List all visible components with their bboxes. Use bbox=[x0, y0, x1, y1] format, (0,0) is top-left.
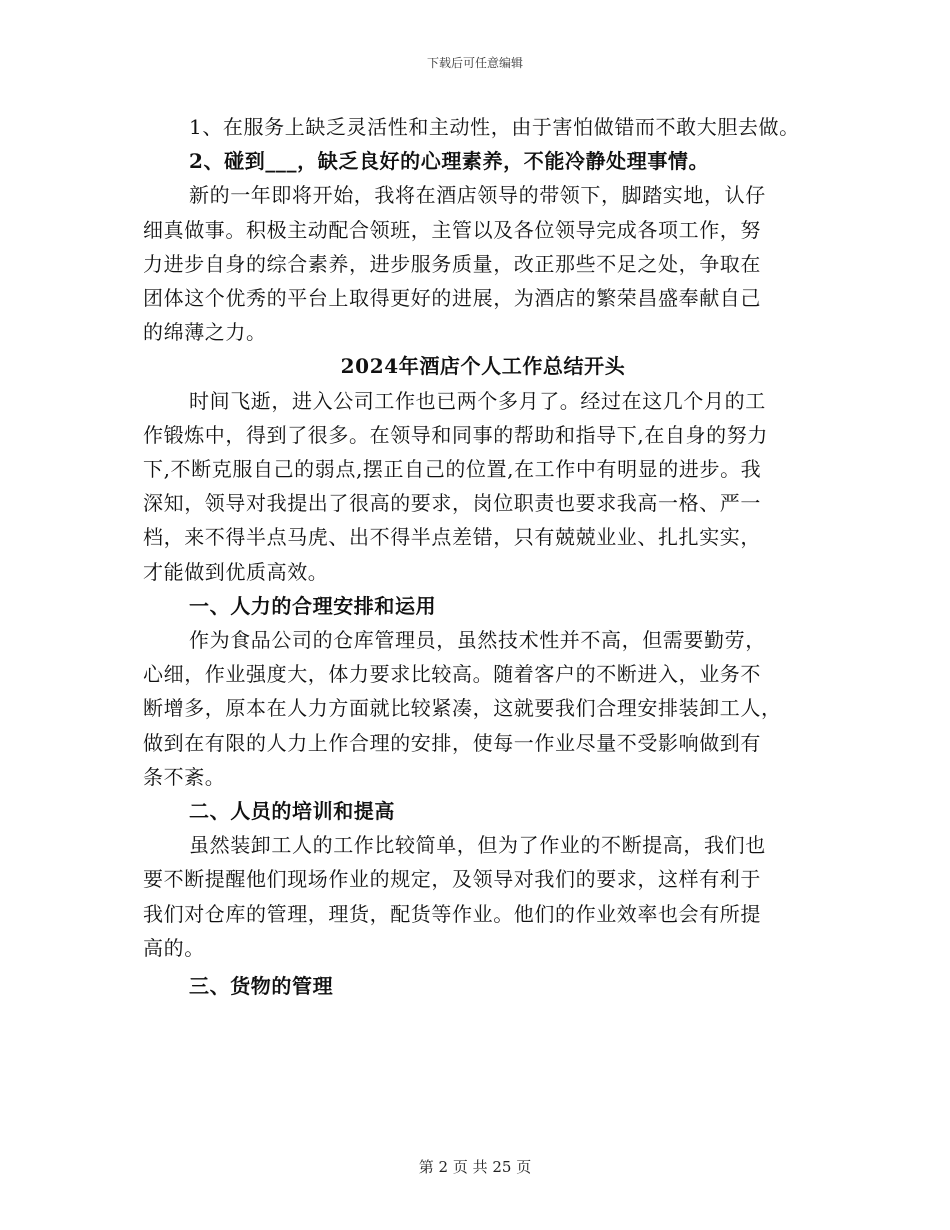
section-title: 2024年酒店个人工作总结开头 bbox=[340, 354, 626, 379]
paragraph-line: 虽然装卸工人的工作比较简单，但为了作业的不断提高，我们也 bbox=[189, 833, 766, 858]
paragraph-line: 下,不断克服自己的弱点,摆正自己的位置,在工作中有明显的进步。我 bbox=[143, 457, 762, 482]
paragraph-line: 作锻炼中，得到了很多。在领导和同事的帮助和指导下,在自身的努力 bbox=[143, 422, 768, 447]
paragraph-line: 我们对仓库的管理，理货，配货等作业。他们的作业效率也会有所提 bbox=[143, 901, 761, 926]
paragraph-line: 作为食品公司的仓库管理员，虽然技术性并不高，但需要勤劳， bbox=[189, 628, 766, 653]
paragraph-line: 力进步自身的综合素养，进步服务质量，改正那些不足之处，争取在 bbox=[143, 251, 761, 276]
paragraph-line: 细真做事。积极主动配合领班，主管以及各位领导完成各项工作，努 bbox=[143, 217, 761, 242]
list-item-2: 2、碰到___，缺乏良好的心理素养，不能冷静处理事情。 bbox=[189, 149, 710, 174]
subheading-2: 二、人员的培训和提高 bbox=[189, 799, 395, 824]
paragraph-line: 才能做到优质高效。 bbox=[143, 559, 329, 584]
paragraph-line: 高的。 bbox=[143, 935, 205, 960]
paragraph-line: 深知，领导对我提出了很高的要求，岗位职责也要求我高一格、严一 bbox=[143, 491, 761, 516]
list-item-1: 1、在服务上缺乏灵活性和主动性，由于害怕做错而不敢大胆去做。 bbox=[189, 115, 800, 139]
paragraph-line: 做到在有限的人力上作合理的安排，使每一作业尽量不受影响做到有 bbox=[143, 730, 761, 755]
paragraph-line: 的绵薄之力。 bbox=[143, 320, 267, 345]
paragraph-line: 条不紊。 bbox=[143, 764, 226, 789]
paragraph-line: 档，来不得半点马虎、出不得半点差错，只有兢兢业业、扎扎实实， bbox=[143, 525, 761, 550]
page-footer: 第 2 页 共 25 页 bbox=[418, 1158, 532, 1176]
page-header: 下载后可任意编辑 bbox=[426, 56, 523, 70]
page-body bbox=[143, 110, 823, 1003]
paragraph-line: 新的一年即将开始，我将在酒店领导的带领下，脚踏实地，认仔 bbox=[189, 183, 766, 208]
subheading-3: 三、货物的管理 bbox=[189, 974, 334, 999]
subheading-1: 一、人力的合理安排和运用 bbox=[189, 593, 437, 618]
paragraph-line: 断增多，原本在人力方面就比较紧凑，这就要我们合理安排装卸工人， bbox=[143, 696, 782, 721]
paragraph-line: 团体这个优秀的平台上取得更好的进展，为酒店的繁荣昌盛奉献自己 bbox=[143, 286, 761, 311]
paragraph-line: 心细，作业强度大，体力要求比较高。随着客户的不断进入，业务不 bbox=[143, 662, 761, 687]
paragraph-line: 要不断提醒他们现场作业的规定，及领导对我们的要求，这样有利于 bbox=[143, 867, 761, 892]
paragraph-line: 时间飞逝，进入公司工作也已两个多月了。经过在这几个月的工 bbox=[189, 388, 766, 413]
